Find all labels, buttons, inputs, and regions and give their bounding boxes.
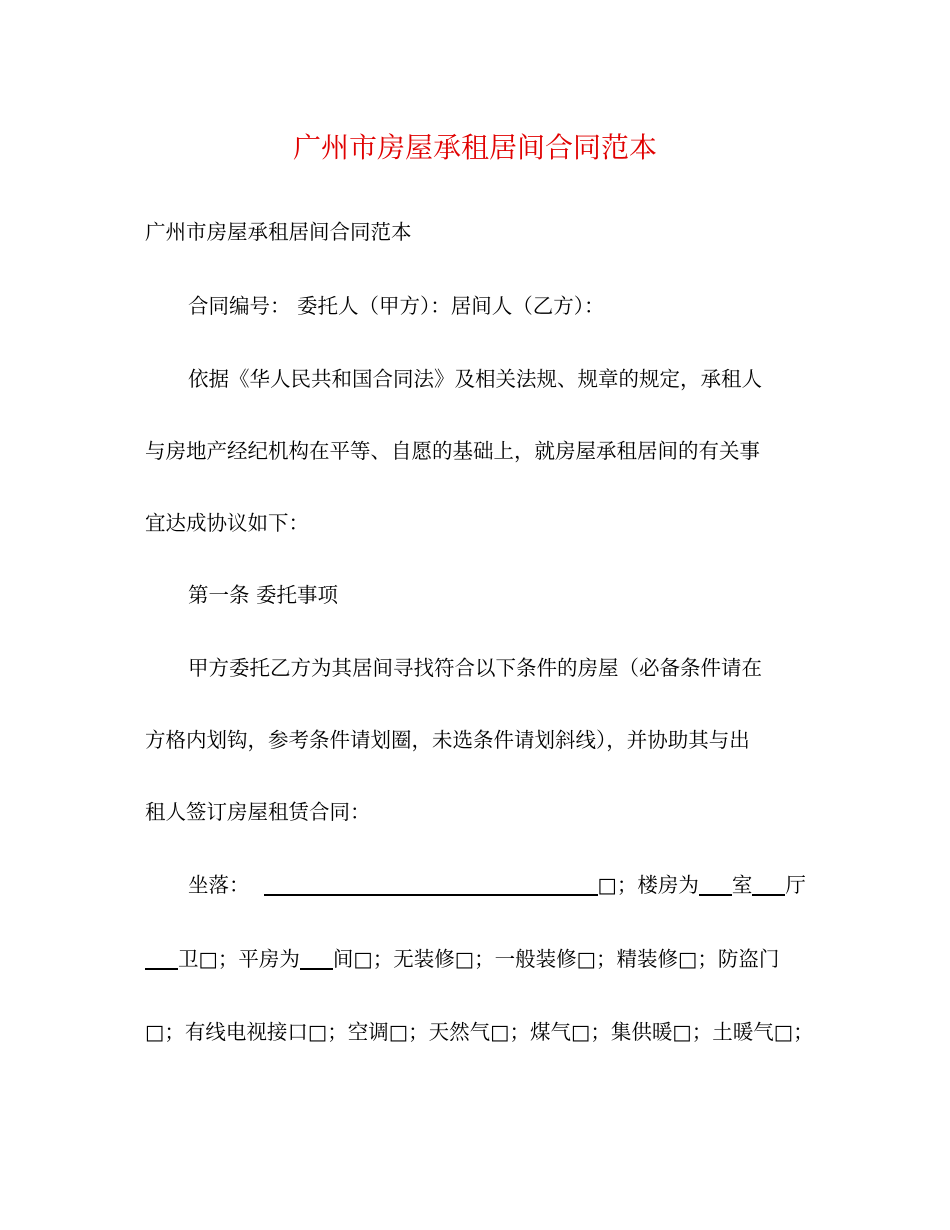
location-label: 坐落： <box>188 873 250 897</box>
hall-label: 厅 <box>785 873 806 897</box>
article-1-heading: 第一条 委托事项 <box>188 583 339 607</box>
room-label: 室 <box>731 873 753 897</box>
intro-line-3: 宜达成协议如下： <box>145 511 309 535</box>
article-1-line-1: 甲方委托乙方为其居间寻找符合以下条件的房屋（必备条件请在 <box>188 656 762 680</box>
conditions-line-1 <box>188 870 806 900</box>
rooms-after: 间□；无装修□；一般装修□；精装修□；防盗门 <box>332 947 780 971</box>
location-blank <box>264 874 598 896</box>
bungalow-room-blank <box>300 948 333 970</box>
article-1-line-2: 方格内划钩，参考条件请划圈，未选条件请划斜线），并协助其与出 <box>145 728 750 752</box>
room-count-blank <box>699 874 732 896</box>
bath-count-blank <box>145 948 178 970</box>
contract-header: 合同编号： 委托人（甲方）：居间人（乙方）： <box>188 294 605 318</box>
intro-line-1: 依据《华人民共和国合同法》及相关法规、规章的规定，承租人 <box>188 367 762 391</box>
document-subtitle: 广州市房屋承租居间合同范本 <box>145 220 412 244</box>
document-title: 广州市房屋承租居间合同范本 <box>292 131 657 164</box>
conditions-line-2 <box>145 944 779 974</box>
bath-after: 卫□；平房为 <box>178 947 300 971</box>
article-1-line-3: 租人签订房屋租赁合同： <box>145 800 371 824</box>
intro-line-2: 与房地产经纪机构在平等、自愿的基础上，就房屋承租居间的有关事 <box>145 439 760 463</box>
conditions-line-3: □；有线电视接口□；空调□；天然气□；煤气□；集供暖□；土暖气□； <box>145 1020 814 1044</box>
location-after: □；楼房为 <box>597 873 699 897</box>
hall-count-blank <box>752 874 785 896</box>
